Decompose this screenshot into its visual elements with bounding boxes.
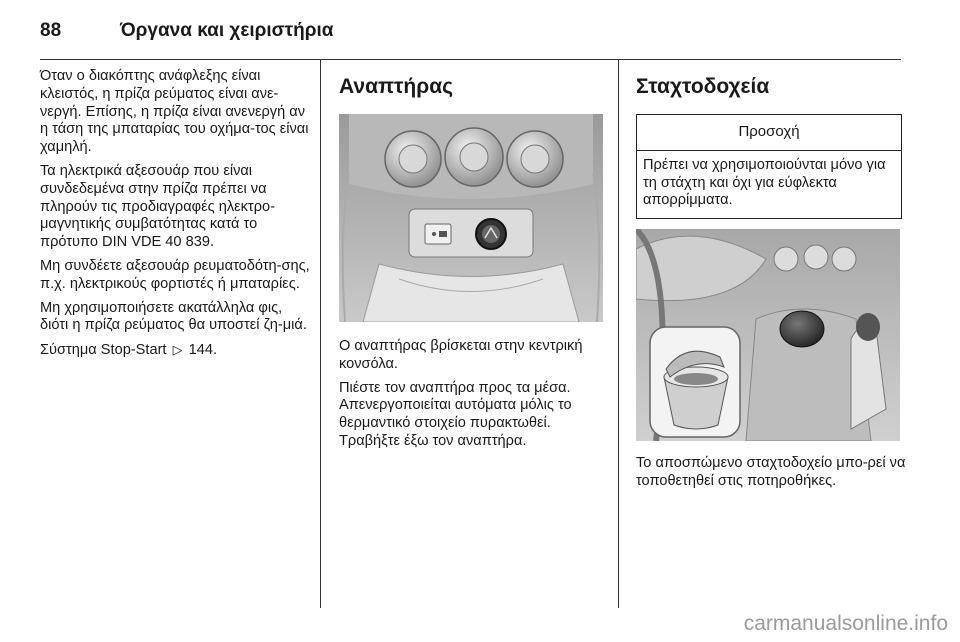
paragraph: Τα ηλεκτρικά αξεσουάρ που είναι συνδεδεμένα στην πρίζα πρέπει να πληρούν τις προδιαγραφές ηλεκτρο-μαγνητικής συμβατότητας κατά το πρότυπο DIN VDE 40 839. [40, 162, 275, 251]
watermark: carmanualsonline.info [743, 612, 948, 635]
cross-reference[interactable] [40, 341, 312, 360]
caution-title: Προσοχή [637, 115, 901, 151]
paragraph: Το αποσπώμενο σταχτοδοχείο μπο-ρεί να τοποθετηθεί στις ποτηροθήκες. [636, 455, 906, 489]
column-divider-1 [320, 60, 321, 608]
header-rule [40, 59, 901, 60]
column-divider-2 [618, 60, 619, 608]
caution-text: Πρέπει να χρησιμοποιούνται μόνο για τη στάχτη και όχι για εύφλεκτα απορρίμματα. [643, 156, 886, 209]
section-heading-lighter: Αναπτήρας [339, 75, 454, 98]
page-number: 88 [40, 20, 62, 41]
ashtray-illustration [636, 229, 900, 441]
paragraph: Μη συνδέετε αξεσουάρ ρευματοδότη-σης, π.χ. ηλεκτρικούς φορτιστές ή μπαταρίες. [40, 257, 310, 292]
page-arrow-icon: ▷ [172, 342, 183, 358]
cross-reference-page: 144. [188, 342, 218, 359]
column-ashtrays [636, 68, 906, 497]
caution-box [636, 114, 902, 219]
column-power-outlet [40, 68, 312, 366]
paragraph: Πιέστε τον αναπτήρα προς τα μέσα. Απενεργοποιείται αυτόματα μόλις το θερμαντικό στοιχείο πυρακτωθεί. Τραβήξτε έξω τον αναπτήρα. [339, 379, 572, 449]
paragraph: Ο αναπτήρας βρίσκεται στην κεντρική κονσόλα. [339, 338, 583, 372]
section-heading-ashtrays: Σταχτοδοχεία [636, 75, 770, 98]
page-title: Όργανα και χειριστήρια [120, 20, 334, 41]
page-header [40, 8, 920, 48]
paragraph: Όταν ο διακόπτης ανάφλεξης είναι κλειστός, η πρίζα ρεύματος είναι ανε-νεργή. Επίσης, η πρίζα είναι ανενεργή αν η τάση της μπαταρίας του οχήμα-τος είναι χαμηλή. [40, 68, 309, 156]
paragraph: Μη χρησιμοποιήσετε ακατάλληλα φις, διότι η πρίζα ρεύματος θα υποστεί ζη-μιά. [40, 299, 307, 334]
column-lighter [339, 68, 605, 457]
cross-reference-text: Σύστημα Stop-Start [40, 342, 167, 359]
lighter-console-illustration [339, 114, 603, 322]
